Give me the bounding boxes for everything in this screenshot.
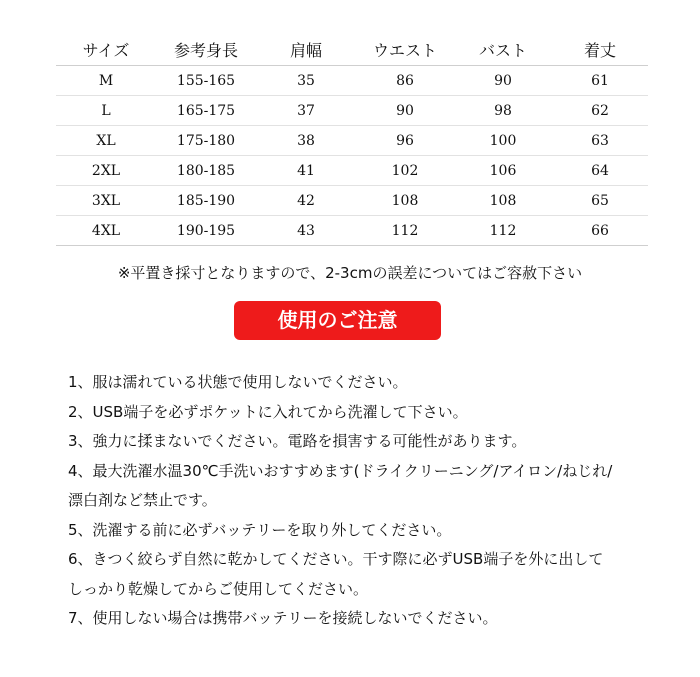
cell-length: 65 (552, 186, 648, 216)
cell-waist: 86 (356, 66, 454, 96)
cell-height: 190-195 (156, 216, 256, 246)
cell-shoulder: 38 (256, 126, 356, 156)
instruction-line: 5、洗濯する前に必ずバッテリーを取り外してください。 (68, 520, 452, 539)
cell-size: L (56, 96, 156, 126)
cell-shoulder: 37 (256, 96, 356, 126)
cell-size: M (56, 66, 156, 96)
instruction-line: 1、服は濡れている状態で使用しないでください。 (68, 373, 408, 391)
cell-size: 2XL (56, 156, 156, 186)
header-bust: バスト (454, 34, 552, 66)
table-row (56, 126, 648, 156)
cell-size: 3XL (56, 186, 156, 216)
instruction-line: 3、強力に揉まないでください。電路を損害する可能性があります。 (68, 432, 527, 450)
cell-waist: 108 (356, 186, 454, 216)
size-table-header-row (56, 34, 648, 66)
instruction-line: 漂白剤など禁止です。 (68, 491, 217, 509)
cell-bust: 112 (454, 216, 552, 246)
cell-length: 61 (552, 66, 648, 96)
cell-length: 62 (552, 96, 648, 126)
cell-size: 4XL (56, 216, 156, 246)
header-waist: ウエスト (356, 34, 454, 66)
instruction-line: しっかり乾燥してからご使用してください。 (68, 579, 369, 598)
cell-bust: 90 (454, 66, 552, 96)
instruction-line: 7、使用しない場合は携帯バッテリーを接続しないでください。 (68, 609, 498, 627)
cell-length: 63 (552, 126, 648, 156)
measurement-note: ※平置き採寸となりますので、2-3cmの誤差についてはご容赦下さい (117, 264, 583, 282)
header-size: サイズ (56, 34, 156, 66)
table-row (56, 156, 648, 186)
cell-bust: 106 (454, 156, 552, 186)
cell-height: 165-175 (156, 96, 256, 126)
cell-waist: 102 (356, 156, 454, 186)
header-length: 着丈 (552, 34, 648, 66)
cell-length: 64 (552, 156, 648, 186)
care-instructions (68, 368, 693, 634)
cell-bust: 108 (454, 186, 552, 216)
table-row (56, 186, 648, 216)
cell-size: XL (56, 126, 156, 156)
cell-bust: 98 (454, 96, 552, 126)
cell-height: 155-165 (156, 66, 256, 96)
cell-length: 66 (552, 216, 648, 246)
instruction-line: 6、きつく絞らず自然に乾かしてください。干す際に必ずUSB端子を外に出して (68, 550, 604, 568)
cell-shoulder: 35 (256, 66, 356, 96)
cell-waist: 90 (356, 96, 454, 126)
table-row (56, 96, 648, 126)
table-row (56, 66, 648, 96)
cell-waist: 112 (356, 216, 454, 246)
table-row (56, 216, 648, 246)
size-table (56, 34, 648, 246)
cell-bust: 100 (454, 126, 552, 156)
cell-height: 175-180 (156, 126, 256, 156)
cell-shoulder: 43 (256, 216, 356, 246)
instruction-line: 2、USB端子を必ずポケットに入れてから洗濯して下さい。 (68, 402, 468, 421)
header-shoulder: 肩幅 (256, 34, 356, 66)
header-height: 参考身長 (156, 34, 256, 66)
caution-banner: 使用のご注意 (234, 301, 441, 340)
cell-height: 185-190 (156, 186, 256, 216)
cell-waist: 96 (356, 126, 454, 156)
cell-height: 180-185 (156, 156, 256, 186)
instruction-line: 4、最大洗濯水温30℃手洗いおすすめます(ドライクリーニング/アイロン/ねじれ/ (68, 461, 613, 480)
cell-shoulder: 42 (256, 186, 356, 216)
cell-shoulder: 41 (256, 156, 356, 186)
